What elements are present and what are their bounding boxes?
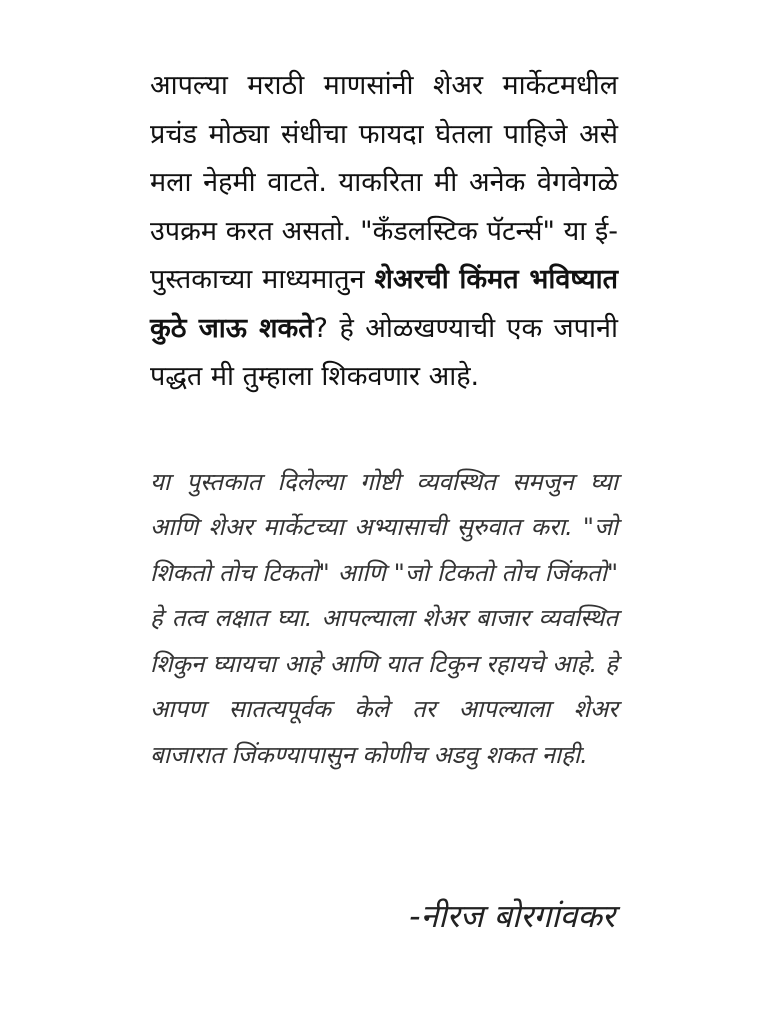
intro-paragraph — [150, 62, 618, 402]
author-signature: -नीरज बोरगांवकर — [408, 897, 615, 935]
advice-paragraph: या पुस्तकात दिलेल्या गोष्टी व्यवस्थित समजुन घ्या आणि शेअर मार्केटच्या अभ्यासाची सुरुवात करा. "जो शिकतो तोच टिकतो" आणि "जो टिकतो तोच जिंकतो" हे तत्व लक्षात घ्या. आपल्याला शेअर बाजार व्यवस्थित शिकुन घ्यायचा आहे आणि यात टिकुन रहायचे आहे. हे आपण सातत्यपूर्वक केले तर आपल्याला शेअर बाजारात जिंकण्यापासुन कोणीच अडवु शकत नाही. — [150, 467, 618, 769]
intro-bold-phrase: शेअरची किंमत भविष्यात कुठे जाऊ शकते — [150, 264, 618, 344]
page-content — [150, 62, 618, 778]
intro-text-start: आपल्या मराठी माणसांनी शेअर मार्केटमधील प्रचंड मोठ्या संधीचा फायदा घेतला पाहिजे असे मला नेहमी वाटते. याकरिता मी अनेक वेगवेगळे उपक्रम करत असतो. "कॅंडलस्टिक पॅटर्न्स" या ई-पुस्तकाच्या माध्यमातुन — [150, 70, 618, 295]
intro-text-end: ? हे ओळखण्याची एक जपानी पद्धत मी तुम्हाला शिकवणार आहे. — [150, 312, 618, 392]
